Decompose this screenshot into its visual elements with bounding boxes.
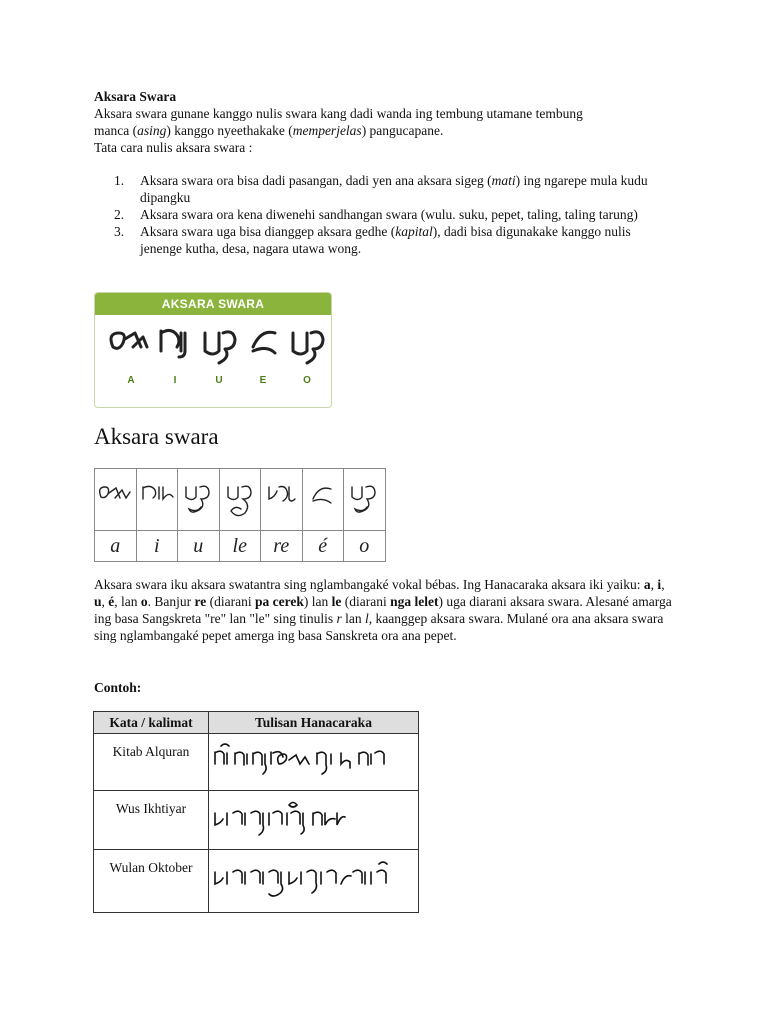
hanacaraka-script-icon [209,738,414,782]
hanacaraka-cell [209,791,419,850]
table-header-row [94,712,419,734]
aksara-swara-card [94,292,332,408]
hanacaraka-cell [209,734,419,791]
intro-line: manca (asing) kanggo nyeethakake (memperjelas) pangucapane. [94,123,444,138]
description-paragraph: Aksara swara iku aksara swatantra sing nglambangaké vokal bébas. Ing Hanacaraka aksara iki yaiku: a, i, u, é, lan o. Banjur re (diarani pa cerek) lan le (diarani nga lelet) uga diarani aksara swara. Alesané amarga ing basa Sangskreta "re" lan "le" sing tinulis r lan l, kaanggep aksara swara. Mulané ora ana aksara swara sing nglambangaké pepet amerga ing basa Sanskreta ora ana pepet. [94,577,672,643]
card-latin-i: I [173,375,177,386]
latin-cell: le [219,531,261,562]
list-item: 2. Aksara swara ora kena diwenehi sandhangan swara (wulu. suku, pepet, taling, taling tarung) [114,207,638,222]
latin-cell: a [95,531,137,562]
latin-cell: i [136,531,178,562]
page-heading: Aksara swara [94,424,219,449]
card-header: AKSARA SWARA [95,293,331,315]
table-row [94,850,419,913]
hanacaraka-script-icon [209,854,414,904]
hanacaraka-script-icon [209,795,414,841]
latin-row [95,531,386,562]
latin-cell: u [178,531,220,562]
glyph-le-icon [220,469,260,525]
glyph-e-icon [303,469,343,525]
glyph-u-icon [178,469,218,525]
column-header: Tulisan Hanacaraka [209,712,419,734]
hanacaraka-cell [209,850,419,913]
latin-cell: é [302,531,344,562]
contoh-label: Contoh: [94,680,142,695]
glyph-re-icon [261,469,301,525]
glyph-cell [261,469,303,531]
table-row [94,791,419,850]
glyph-cell [302,469,344,531]
glyph-o-icon [344,469,384,525]
latin-cell: o [344,531,386,562]
glyph-cell [344,469,386,531]
glyph-row [95,469,386,531]
intro-line: Tata cara nulis aksara swara : [94,140,253,155]
aksara-swara-table [94,468,386,562]
card-latin-a: A [127,375,135,386]
glyph-cell [178,469,220,531]
latin-cell: re [261,531,303,562]
glyph-cell [95,469,137,531]
javanese-glyphs [95,317,331,373]
glyph-i-icon [137,469,177,525]
kata-cell: Kitab Alquran [94,734,209,791]
rules-list [94,172,674,257]
column-header: Kata / kalimat [94,712,209,734]
section-title: Aksara Swara [94,89,177,104]
card-latin-e: E [259,375,267,386]
glyph-cell [219,469,261,531]
glyph-cell [136,469,178,531]
kata-cell: Wus Ikhtiyar [94,791,209,850]
intro-line: Aksara swara gunane kanggo nulis swara kang dadi wanda ing tembung utamane tembung [94,106,583,121]
example-table [93,711,419,913]
card-latin-o: O [303,375,311,386]
table-row [94,734,419,791]
list-item: 3. Aksara swara uga bisa dianggep aksara gedhe (kapital), dadi bisa digunakake kanggo nulis jenenge kutha, desa, nagara utawa wong. [114,224,631,256]
kata-cell: Wulan Oktober [94,850,209,913]
glyph-a-icon [95,469,135,525]
card-latin-u: U [215,375,223,386]
list-item: 1. Aksara swara ora bisa dadi pasangan, dadi yen ana aksara sigeg (mati) ing ngarepe mula kudu dipangku [114,173,648,205]
intro-section [94,88,684,156]
